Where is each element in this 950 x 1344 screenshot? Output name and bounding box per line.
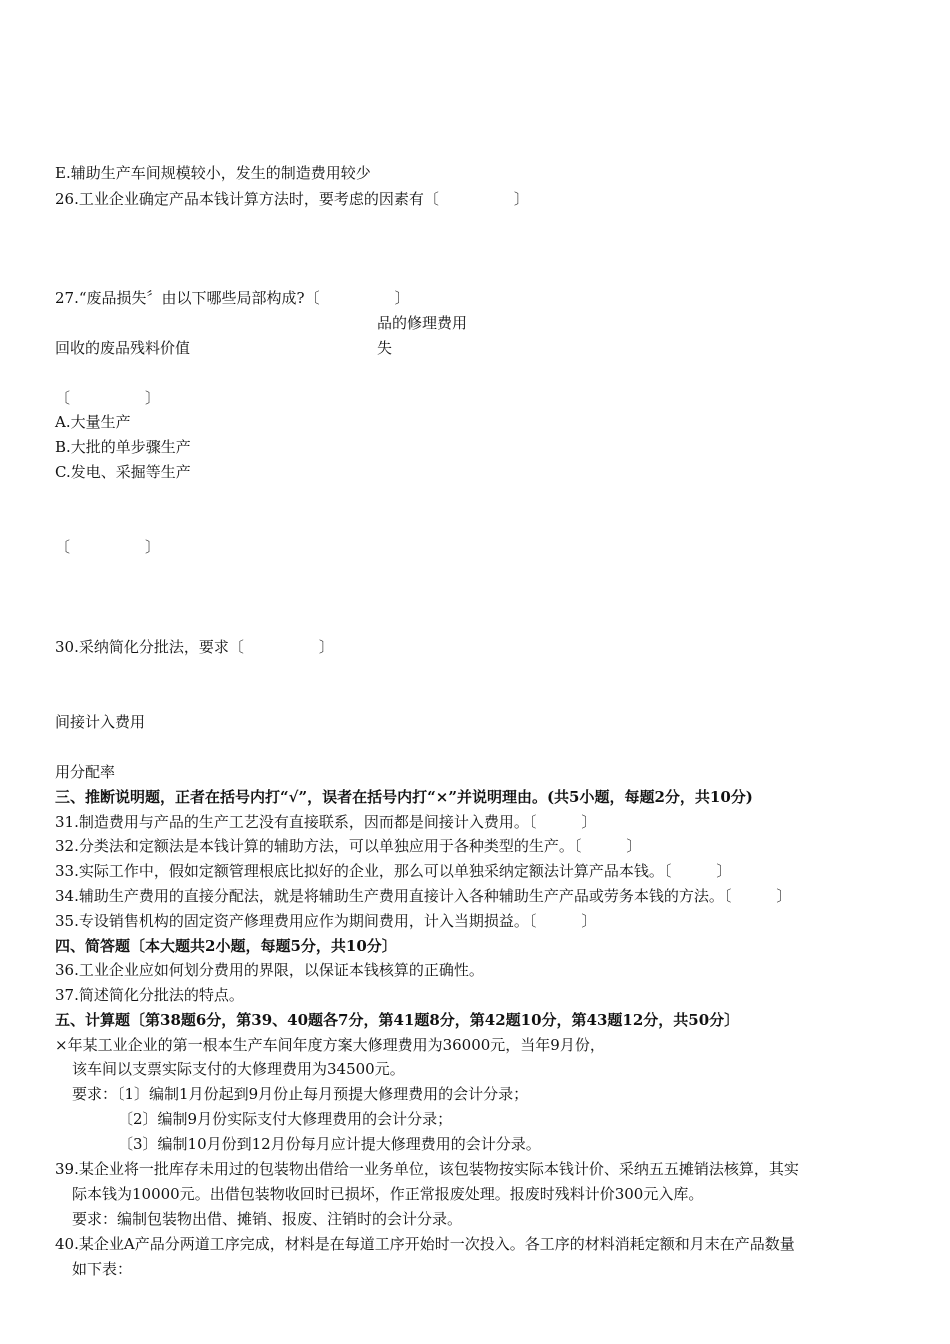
section-heading-3: 三、推断说明题，正者在括号内打“√”，误者在括号内打“×”并说明理由。(共5小题，每题2分，共10分)	[55, 788, 753, 806]
requirement-3: 〔3〕编制10月份到12月份每月应计提大修理费用的会计分录。	[118, 1135, 541, 1153]
option-fragment: 回收的废品残料价值	[55, 339, 191, 357]
question-40-continued: 如下表：	[72, 1260, 133, 1278]
requirement-1: 要求：〔1〕编制1月份起到9月份止每月预提大修理费用的会计分录；	[72, 1085, 529, 1103]
question-34: 34.辅助生产费用的直接分配法，就是将辅助生产费用直接计入各种辅助生产产品或劳务本钱的方法。〔 〕	[55, 887, 792, 905]
question-30: 30.采纳简化分批法，要求〔 〕	[55, 638, 334, 656]
question-36: 36.工业企业应如何划分费用的界限，以保证本钱核算的正确性。	[55, 961, 484, 979]
option-fragment: 失	[377, 339, 393, 357]
question-38: ×年某工业企业的第一根本生产车间年度方案大修理费用为36000元，当年9月份，	[55, 1036, 605, 1054]
option-e: E.辅助生产车间规模较小，发生的制造费用较少	[55, 164, 371, 182]
question-39: 39.某企业将一批库存未用过的包装物出借给一业务单位，该包装物按实际本钱计价、采纳五五摊销法核算，其实	[55, 1160, 799, 1178]
answer-bracket: 〔 〕	[55, 538, 161, 556]
question-31: 31.制造费用与产品的生产工艺没有直接联系，因而都是间接计入费用。〔 〕	[55, 813, 597, 831]
question-35: 35.专设销售机构的固定资产修理费用应作为期间费用，计入当期损益。〔 〕	[55, 912, 597, 930]
answer-bracket: 〔 〕	[55, 389, 161, 407]
question-32: 32.分类法和定额法是本钱计算的辅助方法，可以单独应用于各种类型的生产。〔 〕	[55, 837, 642, 855]
requirement-2: 〔2〕编制9月份实际支付大修理费用的会计分录；	[118, 1110, 453, 1128]
question-40: 40.某企业A产品分两道工序完成，材料是在每道工序开始时一次投入。各工序的材料消耗定额和月末在产品数量	[55, 1235, 795, 1253]
question-37: 37.简述简化分批法的特点。	[55, 986, 244, 1004]
option-a: A.大量生产	[55, 413, 131, 431]
section-heading-5: 五、计算题〔第38题6分，第39、40题各7分，第41题8分，第42题10分，第43题12分，共50分〕	[55, 1011, 740, 1029]
option-c: C.发电、采掘等生产	[55, 463, 191, 481]
question-27: 27.“废品损失〞由以下哪些局部构成?〔 〕	[55, 289, 410, 307]
question-39-continued: 际本钱为10000元。出借包装物收回时已损坏，作正常报废处理。报废时残料计价300元入库。	[72, 1185, 704, 1203]
option-fragment: 用分配率	[55, 763, 116, 781]
option-fragment: 品的修理费用	[377, 314, 468, 332]
option-b: B.大批的单步骤生产	[55, 438, 191, 456]
question-39-requirement: 要求：编制包装物出借、摊销、报废、注销时的会计分录。	[72, 1210, 463, 1228]
section-heading-4: 四、简答题〔本大题共2小题，每题5分，共10分〕	[55, 937, 397, 955]
option-fragment: 间接计入费用	[55, 713, 146, 731]
question-38-continued: 该车间以支票实际支付的大修理费用为34500元。	[72, 1060, 405, 1078]
question-33: 33.实际工作中，假如定额管理根底比拟好的企业，那么可以单独采纳定额法计算产品本钱。〔 〕	[55, 862, 732, 880]
question-26: 26.工业企业确定产品本钱计算方法时，要考虑的因素有〔 〕	[55, 190, 529, 208]
